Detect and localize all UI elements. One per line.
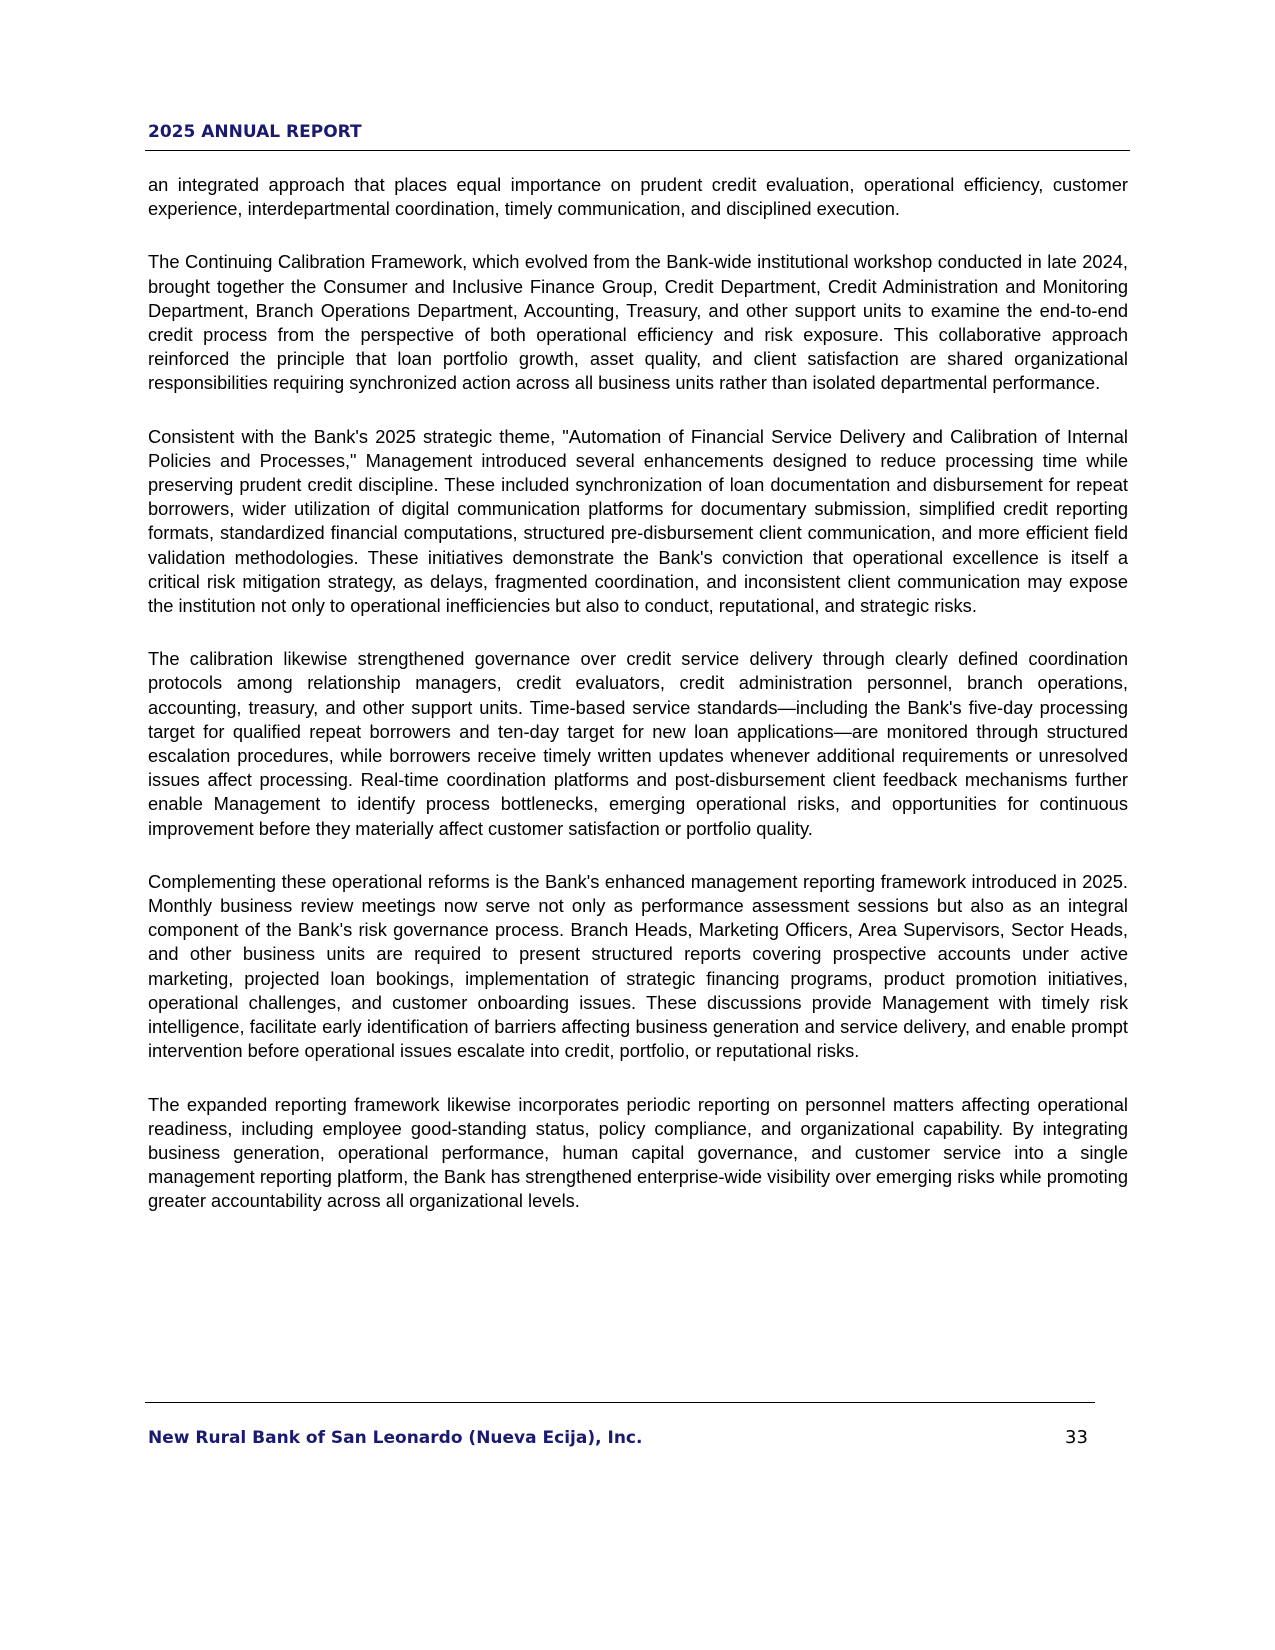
footer-divider xyxy=(145,1402,1095,1403)
paragraph-3: Consistent with the Bank's 2025 strategic theme, "Automation of Financial Service Delivery and Calibration of Internal Policies and Processes," Management introduced several enhancements designed to reduce processing time while preserving prudent credit discipline. These included synchronization of loan documentation and disbursement for repeat borrowers, wider utilization of digital communication platforms for documentary submission, simplified credit reporting formats, standardized financial computations, structured pre-disbursement client communication, and more efficient field validation methodologies. These initiatives demonstrate the Bank's conviction that operational excellence is itself a critical risk mitigation strategy, as delays, fragmented coordination, and inconsistent client communication may expose the institution not only to operational inefficiencies but also to conduct, reputational, and strategic risks. xyxy=(148,425,1128,617)
header-divider xyxy=(145,150,1130,151)
paragraph-2: The Continuing Calibration Framework, which evolved from the Bank-wide institutional workshop conducted in late 2024, brought together the Consumer and Inclusive Finance Group, Credit Department, Credit Administration and Monitoring Department, Branch Operations Department, Accounting, Treasury, and other support units to examine the end-to-end credit process from the perspective of both operational efficiency and risk exposure. This collaborative approach reinforced the principle that loan portfolio growth, asset quality, and client satisfaction are shared organizational responsibilities requiring synchronized action across all business units rather than isolated departmental performance. xyxy=(148,251,1128,394)
page-number: 33 xyxy=(1065,1427,1088,1448)
report-header-title: 2025 ANNUAL REPORT xyxy=(148,122,362,142)
report-body xyxy=(148,173,1128,1243)
paragraph-1: an integrated approach that places equal importance on prudent credit evaluation, operational efficiency, customer experience, interdepartmental coordination, timely communication, and disciplined execution. xyxy=(148,174,1128,220)
footer-bank-name: New Rural Bank of San Leonardo (Nueva Ecija), Inc. xyxy=(148,1428,643,1448)
paragraph-6: The expanded reporting framework likewise incorporates periodic reporting on personnel matters affecting operational readiness, including employee good-standing status, policy compliance, and organizational capability. By integrating business generation, operational performance, human capital governance, and customer service into a single management reporting platform, the Bank has strengthened enterprise-wide visibility over emerging risks while promoting greater accountability across all organizational levels. xyxy=(148,1093,1128,1212)
paragraph-5: Complementing these operational reforms is the Bank's enhanced management reporting framework introduced in 2025. Monthly business review meetings now serve not only as performance assessment sessions but also as an integral component of the Bank's risk governance process. Branch Heads, Marketing Officers, Area Supervisors, Sector Heads, and other business units are required to present structured reports covering prospective accounts under active marketing, projected loan bookings, implementation of strategic financing programs, product promotion initiatives, operational challenges, and customer onboarding issues. These discussions provide Management with timely risk intelligence, facilitate early identification of barriers affecting business generation and service delivery, and enable prompt intervention before operational issues escalate into credit, portfolio, or reputational risks. xyxy=(148,870,1128,1062)
paragraph-4: The calibration likewise strengthened governance over credit service delivery through clearly defined coordination protocols among relationship managers, credit evaluators, credit administration personnel, branch operations, accounting, treasury, and other support units. Time-based service standards—including the Bank's five-day processing target for qualified repeat borrowers and ten-day target for new loan applications—are monitored through structured escalation procedures, while borrowers receive timely written updates whenever additional requirements or unresolved issues affect processing. Real-time coordination platforms and post-disbursement client feedback mechanisms further enable Management to identify process bottlenecks, emerging operational risks, and opportunities for continuous improvement before they materially affect customer satisfaction or portfolio quality. xyxy=(148,648,1128,839)
